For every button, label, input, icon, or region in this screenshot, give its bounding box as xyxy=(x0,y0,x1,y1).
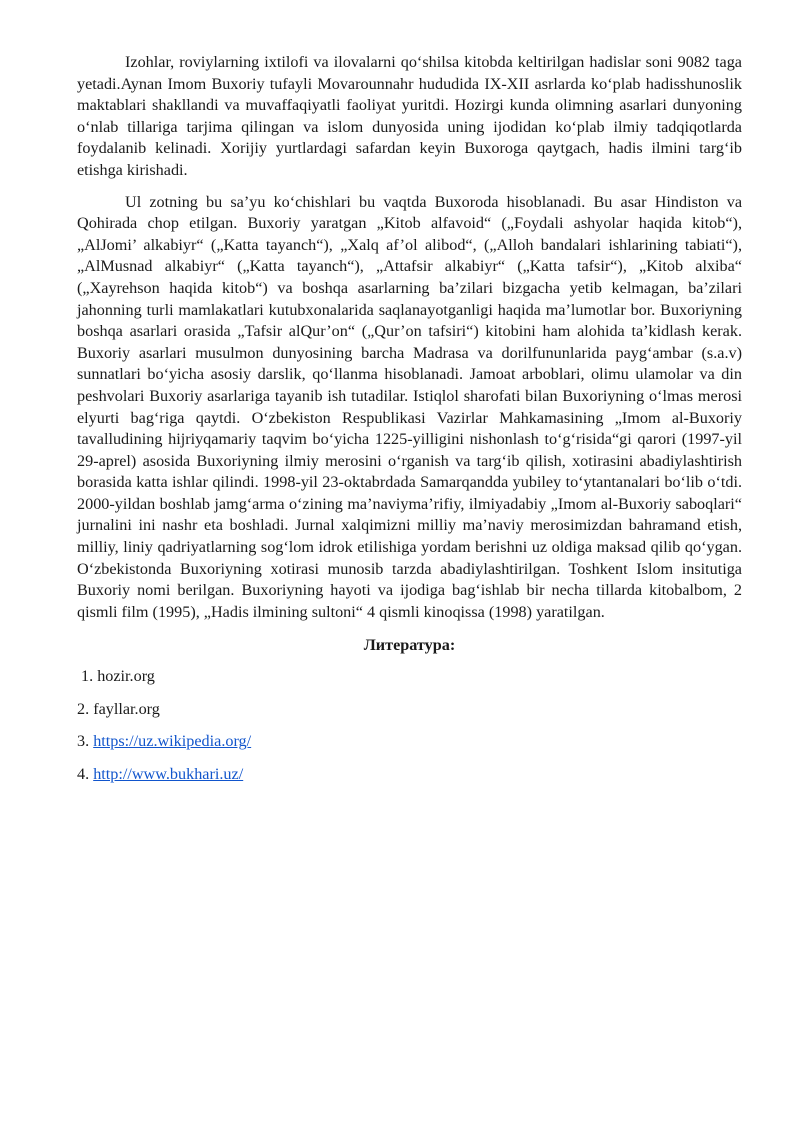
bukhari-link[interactable]: http://www.bukhari.uz/ xyxy=(93,765,244,784)
literature-item xyxy=(77,764,742,797)
literature-list xyxy=(77,666,742,797)
wikipedia-link[interactable]: https://uz.wikipedia.org/ xyxy=(93,732,252,751)
literature-item-number: 2. xyxy=(77,699,90,718)
literature-item xyxy=(77,731,742,764)
paragraph-1: Izohlar, roviylarning ixtilofi va ilovalarni qo‘shilsa kitobda keltirilgan hadislar soni 9082 taga yetadi.Aynan Imom Buxoriy tufayli Movarounnahr hududida IX-XII asrlarda ko‘plab hadisshunoslik maktablari shakllandi va muvaffaqiyatli faoliyat yuritdi. Hozirgi kunda olimning asarlari dunyoning o‘nlab tillariga tarjima qilingan va islom dunyosida uning ijodidan ko‘plab ilmiy tadqiqotlarda foydalanib kelinadi. Xorijiy yurtlardagi safardan keyin Buxoroga qaytgach, hadis ilmini targ‘ib etishga kirishadi. xyxy=(77,53,742,179)
literature-heading: Литература: xyxy=(363,636,456,655)
document-page xyxy=(77,52,742,797)
literature-item-number: 1. xyxy=(81,667,94,686)
literature-item xyxy=(77,666,742,699)
literature-item-text: fayllar.org xyxy=(93,699,160,718)
literature-item xyxy=(77,699,742,732)
literature-item-text: hozir.org xyxy=(97,667,155,686)
literature-item-number: 4. xyxy=(77,765,90,784)
literature-item-number: 3. xyxy=(77,732,90,751)
paragraph-2: Ul zotning bu sa’yu ko‘chishlari bu vaqtda Buxoroda hisoblanadi. Bu asar Hindiston va Qohirada chop etilgan. Buxoriy yaratgan „Kitob alfavoid“ („Foydali ashyolar haqida kitob“), „AlJomi’ alkabiyr“ („Katta tayanch“), „Xalq af’ol alibod“, („Alloh bandalari ishlarining tabiati“), „AlMusnad alkabiyr“ („Katta tayanch“), „Attafsir alkabiyr“ („Katta tafsir“), „Kitob alxiba“ („Xayrehson haqida kitob“) va boshqa asarlarning ba’zilari bizgacha yetib kelmagan, ba’zilari jahonning turli mamlakatlari kutubxonalarida saqlanayotganligi haqida ma’lumotlar bor. Buxoriyning boshqa asarlari orasida „Tafsir alQur’on“ („Qur’on tafsiri“) kitobini ham alohida ta’kidlash kerak. Buxoriy asarlari musulmon dunyosining barcha Madrasa va dorilfununlarida payg‘ambar (s.a.v) sunnatlari bo‘yicha asosiy darslik, qo‘llanma hisoblanadi. Jamoat arboblari, olimu ulamolar va din peshvolari Buxoriy asarlariga tayanib ish tutadilar. Istiqlol sharofati bilan Buxoriyning o‘lmas merosi elyurti bag‘riga qaytdi. O‘zbekiston Respublikasi Vazirlar Mahkamasining „Imom al-Buxoriy tavalludining hijriyqamariy taqvim bo‘yicha 1225-yilligini nishonlash to‘g‘risida“gi qarori (1997-yil 29-aprel) asosida Buxoriyning ilmiy merosini o‘rganish va targ‘ib qilish, xotirasini abadiylashtirish borasida katta ishlar qilindi. 1998-yil 23-oktabrdada Samarqandda yubiley to‘ytantanalari bo‘lib o‘tdi. 2000-yildan boshlab jamg‘arma o‘zining ma’naviyma’rifiy, ilmiyadabiy „Imom al-Buxoriy saboqlari“ jurnalini ini nashr eta boshladi. Jurnal xalqimizni milliy ma’naviy merosimizdan bahramand etish, milliy, liniy qadriyatlarning sog‘lom idrok etilishiga yordam berishni uz oldiga maksad qilib qo‘ygan. O‘zbekistonda Buxoriyning xotirasi munosib tarzda abadiylashtirilgan. Toshkent Islom insitutiga Buxoriy nomi berilgan. Buxoriyning hayoti va ijodiga bag‘ishlab bir necha tillarda kitobalbom, 2 qismli film (1995), „Hadis ilmining sultoni“ 4 qismli kinoqissa (1998) yaratilgan. xyxy=(77,192,742,621)
